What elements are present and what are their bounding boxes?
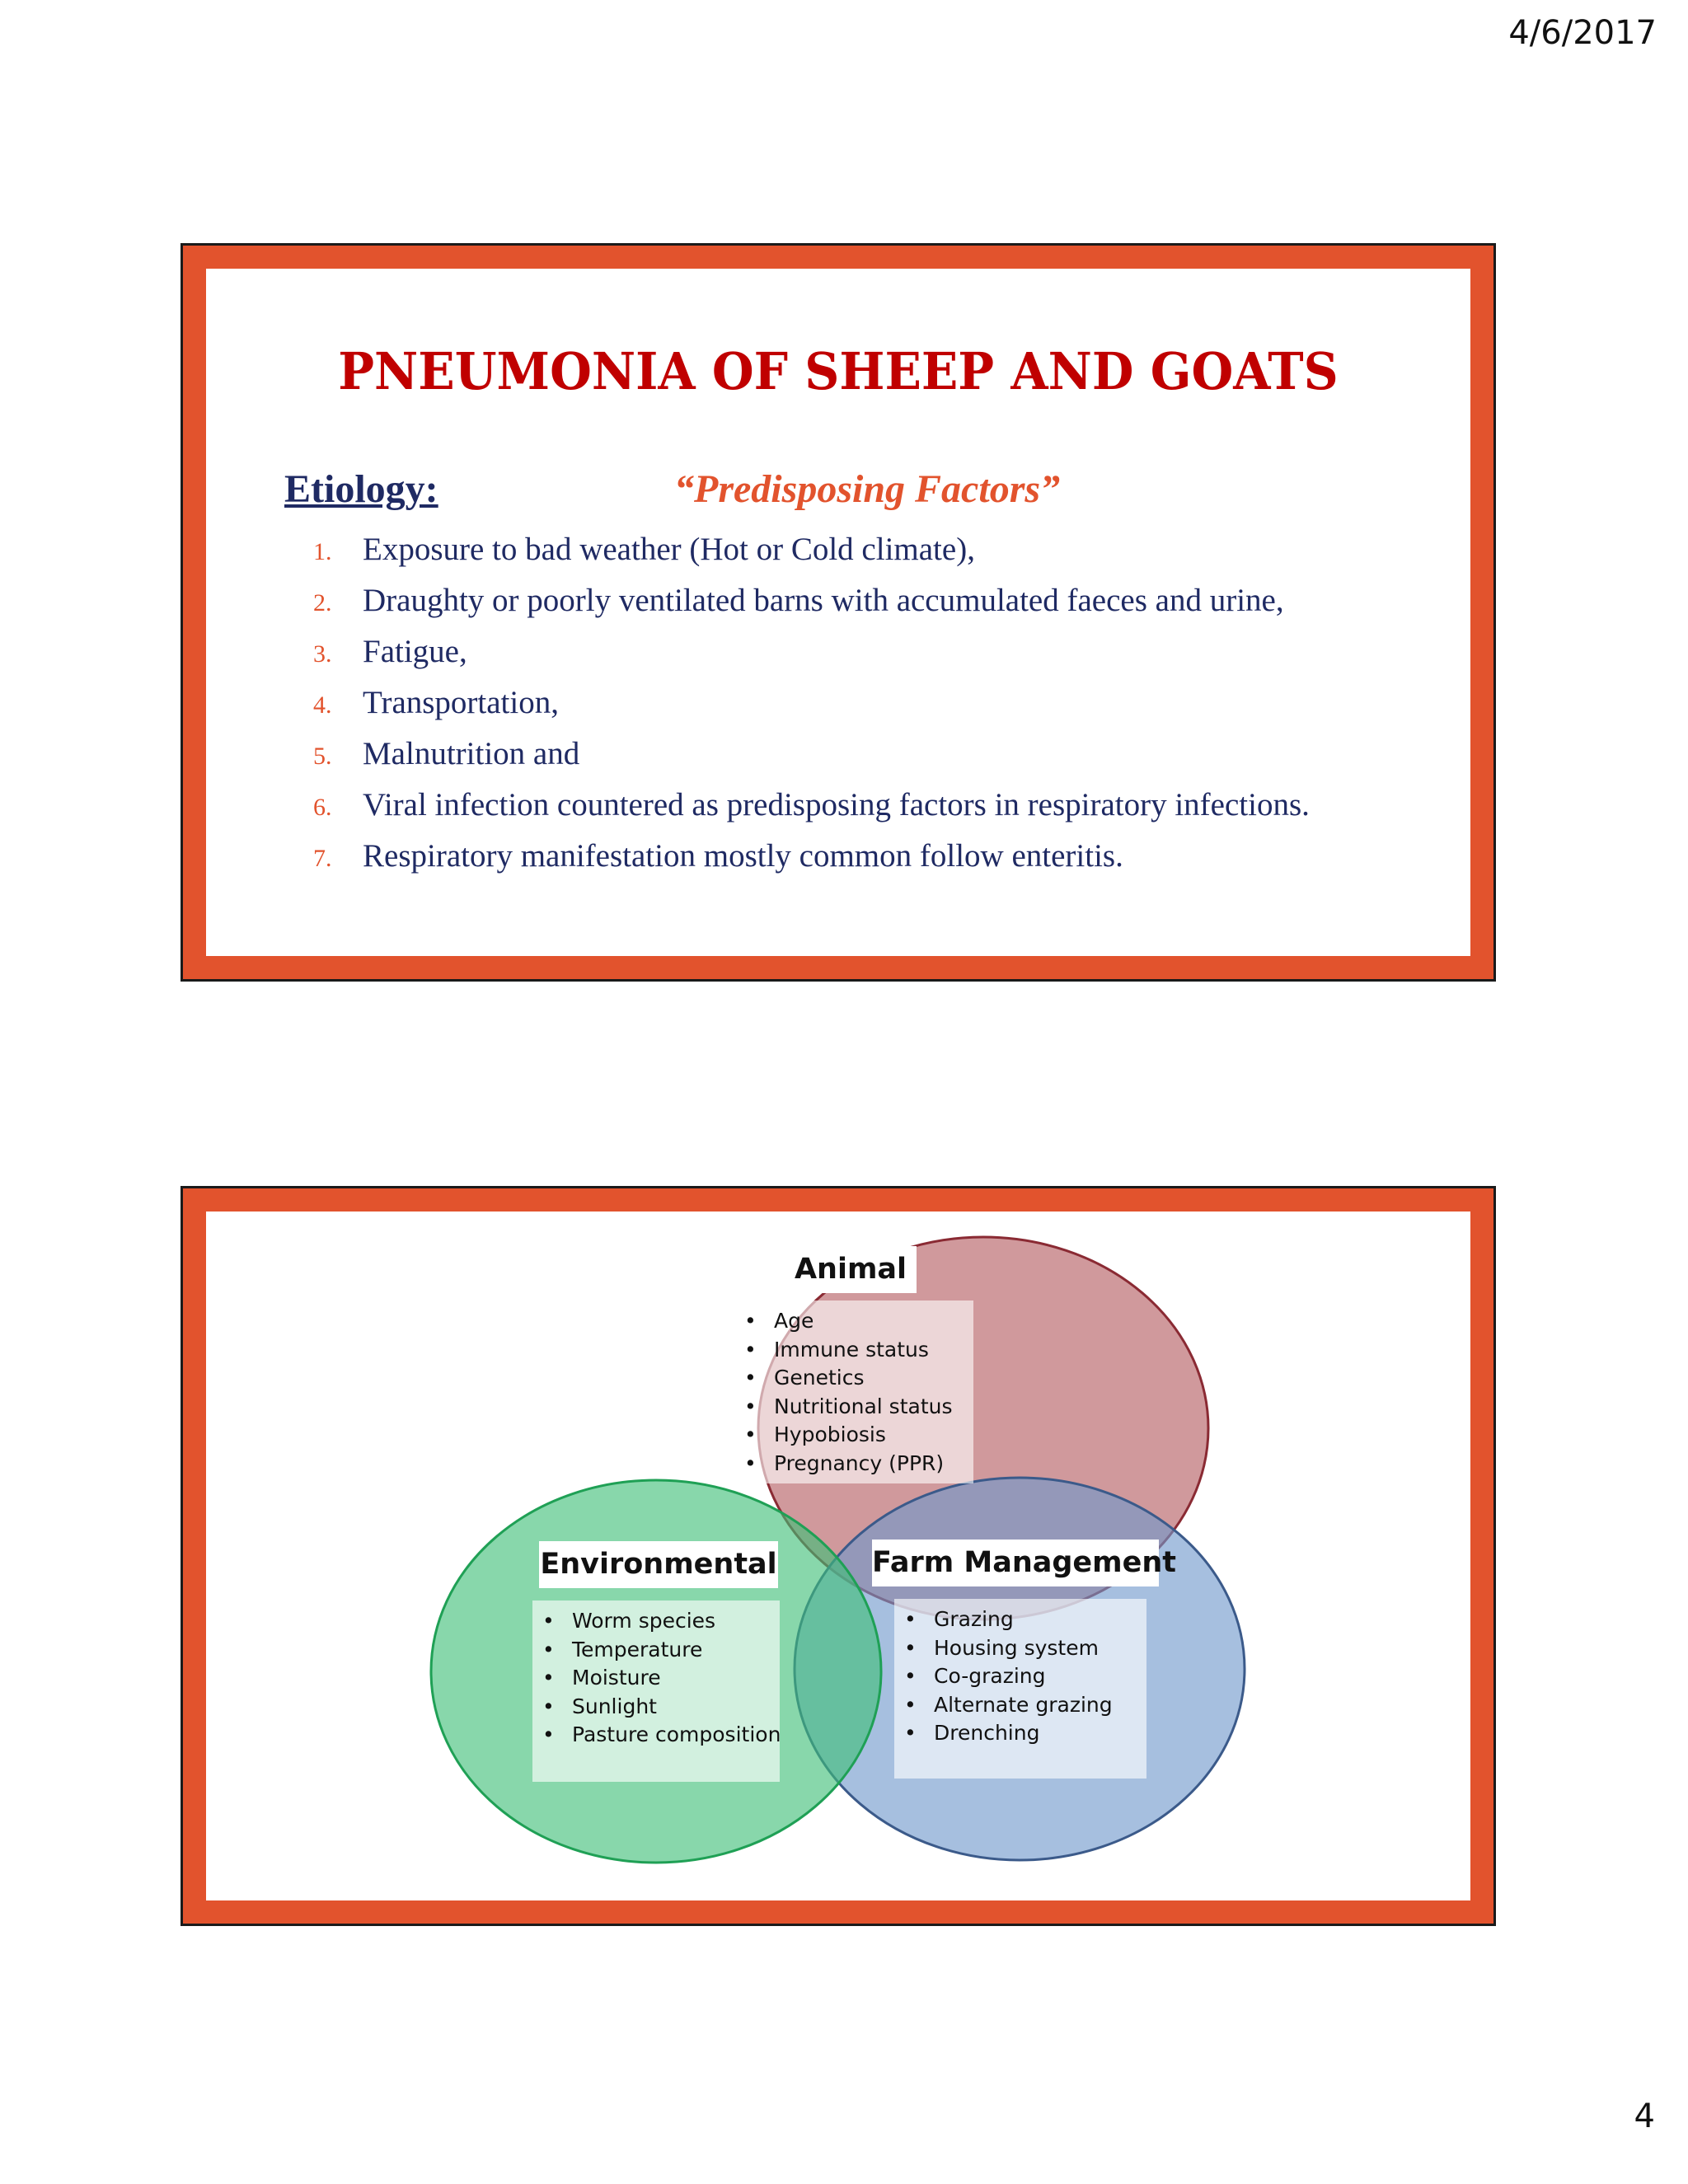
list-item bbox=[313, 729, 1310, 780]
list-text: Exposure to bad weather (Hot or Cold climate), bbox=[363, 532, 975, 567]
list-number: 7. bbox=[313, 845, 332, 872]
list-item: • Genetics bbox=[744, 1366, 865, 1390]
list-text: Transportation, bbox=[363, 685, 559, 720]
slide-etiology-content bbox=[206, 269, 1470, 956]
list-item bbox=[313, 831, 1310, 882]
list-text: Viral infection countered as predisposing factors in respiratory infections. bbox=[363, 787, 1310, 823]
list-item: • Sunlight bbox=[542, 1694, 657, 1718]
list-item: • Grazing bbox=[904, 1607, 1014, 1631]
etiology-label: Etiology: bbox=[284, 467, 438, 511]
environmental-factors-box bbox=[532, 1601, 780, 1782]
list-item: • Housing system bbox=[904, 1635, 1099, 1660]
slide-title: PNEUMONIA OF SHEEP AND GOATS bbox=[338, 341, 1339, 401]
list-item: • Moisture bbox=[542, 1666, 661, 1690]
list-item: • Age bbox=[744, 1309, 814, 1333]
list-item: • Alternate grazing bbox=[904, 1692, 1113, 1717]
page-number: 4 bbox=[1634, 2097, 1655, 2135]
list-number: 1. bbox=[313, 538, 332, 565]
list-item: • Drenching bbox=[904, 1721, 1040, 1745]
list-number: 2. bbox=[313, 589, 332, 616]
list-number: 6. bbox=[313, 794, 332, 821]
list-item bbox=[313, 780, 1310, 831]
factor-list bbox=[313, 524, 1310, 882]
environmental-label: Environmental bbox=[539, 1541, 778, 1588]
list-number: 3. bbox=[313, 640, 332, 668]
slide-etiology bbox=[181, 243, 1496, 982]
animal-label: Animal bbox=[785, 1246, 917, 1293]
list-item: • Pasture composition bbox=[542, 1722, 781, 1746]
list-item: • Hypobiosis bbox=[744, 1422, 886, 1446]
list-item: • Worm species bbox=[542, 1609, 716, 1633]
list-number: 4. bbox=[313, 691, 332, 719]
list-item bbox=[313, 677, 1310, 729]
list-item bbox=[313, 575, 1310, 626]
list-item: • Immune status bbox=[744, 1337, 929, 1361]
list-text: Fatigue, bbox=[363, 634, 467, 669]
list-item: • Nutritional status bbox=[744, 1394, 953, 1418]
page-date: 4/6/2017 bbox=[1508, 14, 1657, 52]
predisposing-factors-subtitle: “Predisposing Factors” bbox=[674, 467, 1061, 511]
list-item bbox=[313, 626, 1310, 677]
list-number: 5. bbox=[313, 743, 332, 770]
list-text: Malnutrition and bbox=[363, 736, 580, 771]
list-text: Draughty or poorly ventilated barns with accumulated faeces and urine, bbox=[363, 583, 1284, 618]
list-item: • Co-grazing bbox=[904, 1664, 1046, 1688]
list-text: Respiratory manifestation mostly common follow enteritis. bbox=[363, 838, 1123, 874]
list-item: • Pregnancy (PPR) bbox=[744, 1451, 945, 1475]
list-item: • Temperature bbox=[542, 1637, 703, 1661]
slide-venn bbox=[181, 1186, 1496, 1926]
slide-venn-content bbox=[206, 1212, 1470, 1900]
farm-management-label: Farm Management bbox=[872, 1540, 1159, 1586]
list-item bbox=[313, 524, 1310, 575]
animal-factors-box bbox=[734, 1301, 973, 1483]
farm-management-factors-box bbox=[894, 1599, 1146, 1779]
